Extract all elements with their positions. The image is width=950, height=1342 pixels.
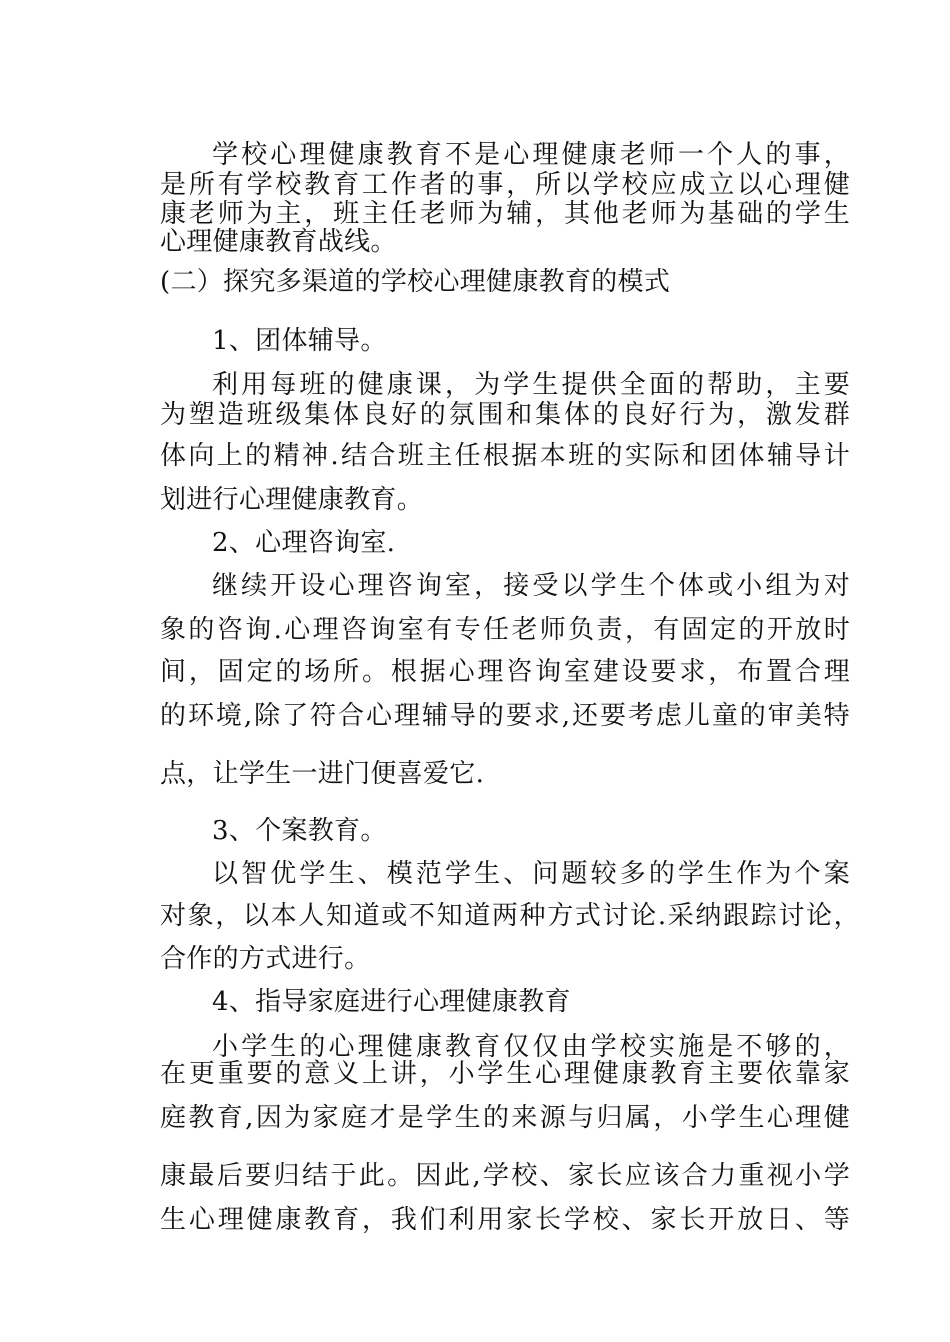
paragraph-line: 是所有学校教育工作者的事，所以学校应成立以心理健	[160, 170, 850, 200]
paragraph-line: 康最后要归结于此。因此,学校、家长应该合力重视小学	[160, 1161, 850, 1191]
paragraph-line: 康老师为主，班主任老师为辅，其他老师为基础的学生	[160, 199, 850, 229]
paragraph-line: 学校心理健康教育不是心理健康老师一个人的事，	[212, 140, 850, 170]
paragraph-line: 利用每班的健康课，为学生提供全面的帮助，主要	[212, 370, 850, 400]
paragraph-line: 体向上的精神.结合班主任根据本班的实际和团体辅导计	[160, 441, 850, 471]
subsection-heading: 4、指导家庭进行心理健康教育	[212, 987, 571, 1017]
paragraph-line: 点，让学生一进门便喜爱它.	[160, 759, 485, 789]
paragraph-line: 对象，以本人知道或不知道两种方式讨论.采纳跟踪讨论，	[160, 901, 860, 931]
paragraph-line: 合作的方式进行。	[160, 944, 371, 974]
paragraph-line: 划进行心理健康教育。	[160, 485, 424, 515]
paragraph-line: 心理健康教育战线。	[160, 227, 397, 257]
paragraph-line: 象的咨询.心理咨询室有专任老师负责，有固定的开放时	[160, 615, 850, 645]
paragraph-line: 间，固定的场所。根据心理咨询室建设要求，布置合理	[160, 657, 850, 687]
paragraph-line: 生心理健康教育，我们利用家长学校、家长开放日、等	[160, 1205, 850, 1235]
paragraph-line: 小学生的心理健康教育仅仅由学校实施是不够的，	[212, 1032, 850, 1062]
paragraph-line: 以智优学生、模范学生、问题较多的学生作为个案	[212, 859, 850, 889]
paragraph-line: 在更重要的意义上讲，小学生心理健康教育主要依靠家	[160, 1059, 850, 1089]
subsection-heading: 1、团体辅导。	[212, 326, 387, 356]
paragraph-line: 继续开设心理咨询室，接受以学生个体或小组为对	[212, 571, 850, 601]
paragraph-line: 为塑造班级集体良好的氛围和集体的良好行为，激发群	[160, 400, 850, 430]
subsection-heading: 3、个案教育。	[212, 816, 387, 846]
section-heading: (二）探究多渠道的学校心理健康教育的模式	[160, 267, 671, 297]
subsection-heading: 2、心理咨询室.	[212, 528, 396, 558]
paragraph-line: 的环境,除了符合心理辅导的要求,还要考虑儿童的审美特	[160, 701, 850, 731]
paragraph-line: 庭教育,因为家庭才是学生的来源与归属，小学生心理健	[160, 1103, 850, 1133]
